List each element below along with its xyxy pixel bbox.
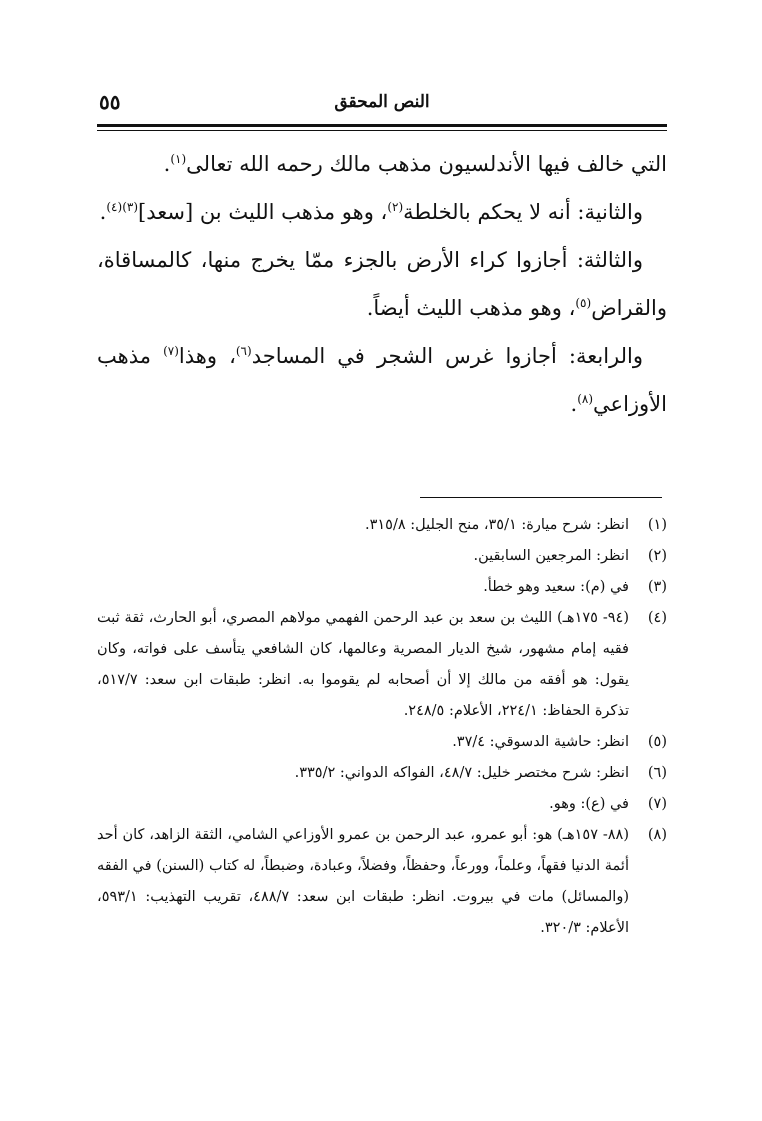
footnote-text: (٩٤- ١٧٥هـ) الليث بن سعد بن عبد الرحمن الفهمي مولاهم المصري، أبو الحارث، ثقة ثبت فقيه إمام مشهور، شيخ الديار المصرية وعالمها، كان الشافعي يتأسف على فواته، وكان يقول: هو أفقه من مالك إلا أن أصحابه لم يقوموا به. انظر: طبقات ابن سعد: ٥١٧/٧، تذكرة الحفاظ: ٢٢٤/١، الأعلام: ٢٤٨/٥.	[97, 610, 629, 719]
main-text	[97, 140, 667, 428]
footnote-text: انظر: حاشية الدسوقي: ٣٧/٤.	[452, 734, 629, 750]
footnote-ref[interactable]: (١)	[170, 152, 187, 166]
footnote-text: انظر: المرجعين السابقين.	[473, 548, 629, 564]
footnote-number: (٥)	[647, 734, 667, 750]
footnote-number: (٧)	[647, 796, 667, 812]
footnote-item	[97, 541, 667, 572]
footnote-number: (٨)	[647, 827, 667, 843]
footnote-number: (١)	[647, 517, 667, 533]
footnote-number: (٤)	[647, 610, 667, 626]
footnote-separator	[420, 497, 662, 498]
page-header	[97, 88, 667, 124]
footnote-text: (٨٨- ١٥٧هـ) هو: أبو عمرو، عبد الرحمن بن عمرو الأوزاعي الشامي، الثقة الزاهد، كان أحد أئمة الدنيا فقهاً، وعلماً، وورعاً، وحفظاً، وفضلاً، وعبادة، وضبطاً، له كتاب (السنن) في الفقه (والمسائل) مات في بيروت. انظر: طبقات ابن سعد: ٤٨٨/٧، تقريب التهذيب: ٥٩٣/١، الأعلام: ٣٢٠/٣.	[97, 827, 629, 936]
footnote-item	[97, 789, 667, 820]
footnote-ref[interactable]: (٧)	[163, 344, 179, 358]
header-rule-thick	[97, 124, 667, 127]
page-number: ٥٥	[99, 90, 121, 114]
footnote-text: انظر: شرح ميارة: ٣٥/١، منح الجليل: ٣١٥/٨.	[365, 517, 629, 533]
footnotes	[97, 510, 667, 944]
footnote-ref[interactable]: (٦)	[235, 344, 252, 358]
footnote-ref[interactable]: (٤)	[106, 200, 123, 214]
paragraph-2: والثانية: أنه لا يحكم بالخلطة$^{(٢)}$، وهو مذهب الليث بن [سعد]$^{(٣)(٤)}$.	[99, 200, 643, 224]
footnote-number: (٣)	[647, 579, 667, 595]
footnote-number: (٦)	[647, 765, 667, 781]
header-rule-thin	[97, 130, 667, 131]
footnote-item	[97, 510, 667, 541]
footnote-item	[97, 603, 667, 727]
paragraph-3: والثالثة: أجازوا كراء الأرض بالجزء ممّا يخرج منها، كالمساقاة، والقراض$^{(٥)}$، وهو مذهب الليث أيضاً.	[97, 248, 667, 320]
paragraph-1: التي خالف فيها الأندلسيون مذهب مالك رحمه الله تعالى$^{(١)}$.	[163, 152, 667, 176]
footnote-item	[97, 820, 667, 944]
footnote-item	[97, 572, 667, 603]
footnote-item	[97, 758, 667, 789]
paragraph-4: والرابعة: أجازوا غرس الشجر في المساجد$^{(٦)}$، وهذا$^{(٧)}$ مذهب الأوزاعي$^{(٨)}$.	[97, 344, 667, 416]
footnote-number: (٢)	[647, 548, 667, 564]
footnote-ref[interactable]: (٥)	[575, 296, 592, 310]
footnote-ref[interactable]: (٣)	[122, 200, 139, 214]
footnote-text: في (م): سعيد وهو خطأ.	[483, 579, 629, 595]
running-title: النص المحقق	[334, 92, 430, 112]
footnote-ref[interactable]: (٢)	[387, 200, 404, 214]
footnote-text: انظر: شرح مختصر خليل: ٤٨/٧، الفواكه الدواني: ٣٣٥/٢.	[294, 765, 629, 781]
footnote-text: في (ع): وهو.	[549, 796, 629, 812]
footnote-item	[97, 727, 667, 758]
footnote-ref[interactable]: (٨)	[577, 392, 594, 406]
